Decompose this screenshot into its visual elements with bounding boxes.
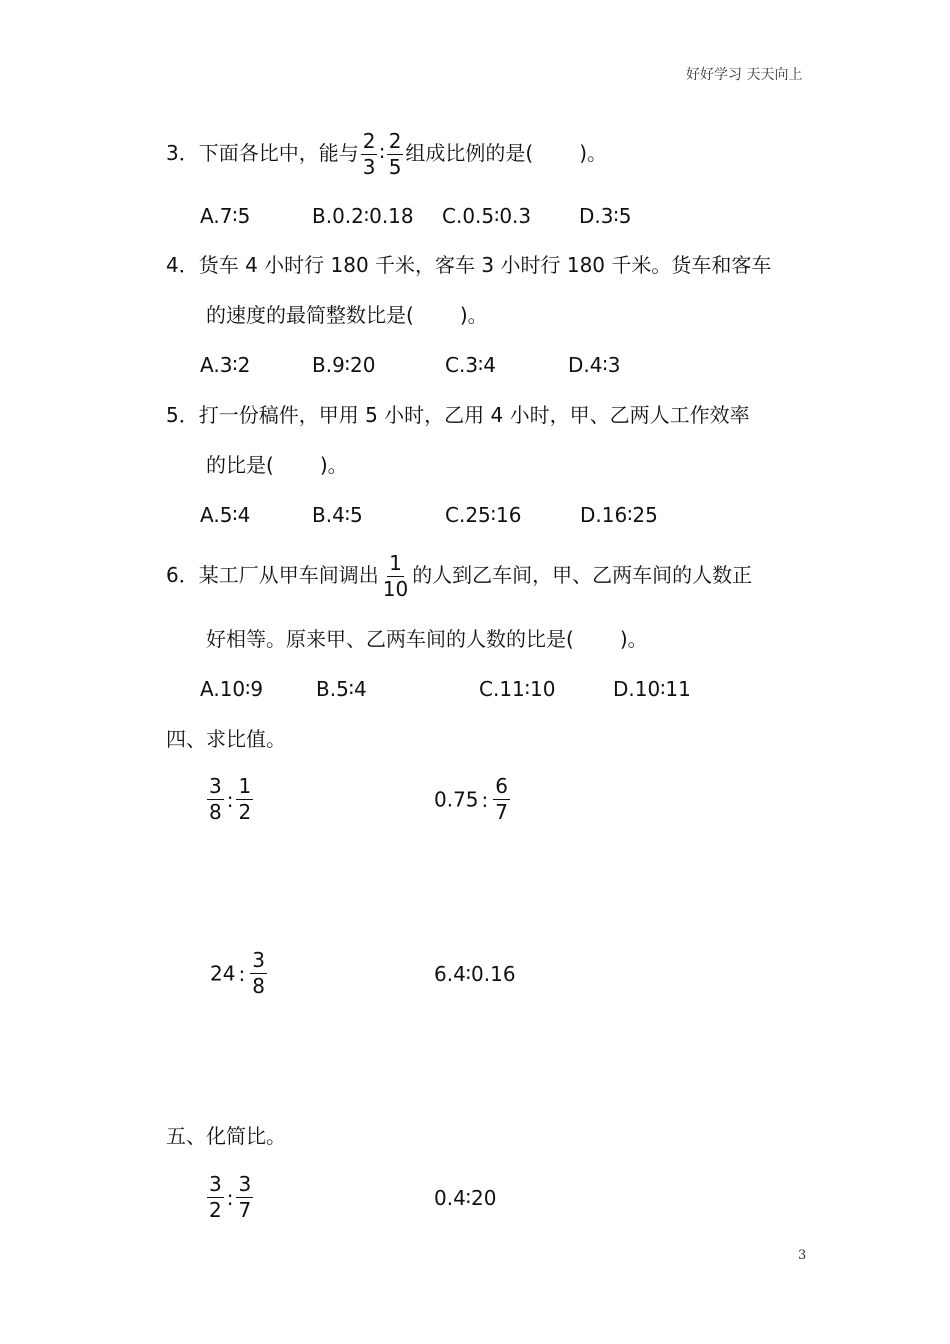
fraction bbox=[236, 776, 253, 823]
simplify-problem-2: 0.4∶20 bbox=[434, 1186, 497, 1210]
ratio-problem-2 bbox=[434, 776, 512, 823]
fraction-denominator: 5 bbox=[388, 155, 402, 179]
fraction bbox=[207, 776, 224, 823]
question-4-line-1 bbox=[166, 255, 771, 275]
option-a[interactable]: A.10∶9 bbox=[200, 677, 264, 701]
question-6-line-2 bbox=[206, 629, 648, 649]
question-6-line-1 bbox=[166, 553, 752, 600]
question-number: 3． bbox=[166, 141, 199, 165]
question-3 bbox=[166, 131, 607, 178]
question-text: 组成比例的是( bbox=[405, 141, 534, 165]
fraction bbox=[236, 1174, 253, 1221]
fraction-denominator: 10 bbox=[382, 577, 409, 601]
question-text: 货车 4 小时行 180 千米，客车 3 小时行 180 千米。货车和客车 bbox=[198, 253, 772, 277]
question-text: 的人到乙车间，甲、乙两车间的人数正 bbox=[412, 563, 753, 587]
option-c[interactable]: C.3∶4 bbox=[445, 353, 496, 377]
fraction-denominator: 2 bbox=[209, 1198, 222, 1222]
fraction-denominator: 3 bbox=[362, 155, 376, 179]
q5-options bbox=[200, 505, 658, 525]
option-d[interactable]: D.10∶11 bbox=[613, 677, 691, 701]
question-text: 某工厂从甲车间调出 bbox=[198, 563, 379, 587]
question-5-line-1 bbox=[166, 405, 750, 425]
fraction-denominator: 7 bbox=[238, 1198, 252, 1222]
question-text-end: )。 bbox=[319, 453, 348, 477]
question-text-end: )。 bbox=[579, 141, 608, 165]
fraction bbox=[387, 131, 404, 178]
q6-options bbox=[200, 679, 691, 699]
option-d[interactable]: D.3∶5 bbox=[579, 204, 632, 228]
question-text: 下面各比中，能与 bbox=[198, 141, 359, 165]
fraction-denominator: 2 bbox=[238, 800, 252, 824]
ratio-colon: : bbox=[481, 787, 489, 812]
option-b[interactable]: B.0.2∶0.18 bbox=[312, 204, 414, 228]
fraction-numerator: 2 bbox=[362, 129, 376, 153]
question-text-end: )。 bbox=[619, 627, 648, 651]
ratio-left: 24 bbox=[210, 961, 236, 986]
fraction-numerator: 1 bbox=[238, 774, 252, 798]
fraction-denominator: 7 bbox=[495, 800, 509, 824]
ratio-colon: : bbox=[226, 787, 234, 812]
question-text: 打一份稿件，甲用 5 小时，乙用 4 小时，甲、乙两人工作效率 bbox=[198, 403, 750, 427]
fraction-numerator: 3 bbox=[209, 774, 222, 798]
section-5-title: 五、化简比。 bbox=[166, 1124, 286, 1148]
question-text: 好相等。原来甲、乙两车间的人数的比是( bbox=[206, 627, 574, 651]
option-c[interactable]: C.11∶10 bbox=[479, 677, 556, 701]
fraction-denominator: 8 bbox=[209, 800, 222, 824]
ratio-left: 0.75 bbox=[434, 787, 479, 812]
question-number: 4． bbox=[166, 253, 199, 277]
option-b[interactable]: B.9∶20 bbox=[312, 353, 376, 377]
option-a[interactable]: A.3∶2 bbox=[200, 353, 251, 377]
option-c[interactable]: C.0.5∶0.3 bbox=[442, 204, 532, 228]
fraction-numerator: 3 bbox=[209, 1172, 222, 1196]
page-header: 好好学习 天天向上 bbox=[686, 67, 803, 83]
fraction bbox=[207, 1174, 224, 1221]
section-4-title: 四、求比值。 bbox=[166, 727, 286, 751]
question-5-line-2 bbox=[206, 455, 348, 475]
fraction-numerator: 3 bbox=[238, 1172, 252, 1196]
ratio-colon: : bbox=[226, 1185, 234, 1210]
fraction-numerator: 6 bbox=[495, 774, 509, 798]
ratio-problem-4: 6.4∶0.16 bbox=[434, 962, 516, 986]
fraction bbox=[250, 950, 267, 997]
q4-options bbox=[200, 355, 620, 375]
question-text: 的速度的最简整数比是( bbox=[206, 303, 414, 327]
ratio-problem-1 bbox=[205, 776, 255, 823]
question-text: 的比是( bbox=[206, 453, 274, 477]
option-b[interactable]: B.5∶4 bbox=[316, 677, 367, 701]
question-number: 5． bbox=[166, 403, 199, 427]
ratio-colon: : bbox=[238, 961, 246, 986]
q3-options bbox=[200, 206, 631, 226]
question-4-line-2 bbox=[206, 305, 488, 325]
fraction-numerator: 1 bbox=[389, 551, 402, 575]
fraction bbox=[381, 553, 410, 600]
question-text-end: )。 bbox=[459, 303, 488, 327]
question-number: 6． bbox=[166, 563, 199, 587]
ratio-colon: ∶ bbox=[379, 141, 385, 165]
option-d[interactable]: D.4∶3 bbox=[568, 353, 621, 377]
option-c[interactable]: C.25∶16 bbox=[445, 503, 522, 527]
option-a[interactable]: A.7∶5 bbox=[200, 204, 251, 228]
fraction-numerator: 2 bbox=[388, 129, 402, 153]
option-a[interactable]: A.5∶4 bbox=[200, 503, 251, 527]
fraction-denominator: 8 bbox=[252, 974, 265, 998]
option-b[interactable]: B.4∶5 bbox=[312, 503, 363, 527]
ratio-problem-3 bbox=[210, 950, 269, 997]
fraction bbox=[361, 131, 378, 178]
option-d[interactable]: D.16∶25 bbox=[580, 503, 658, 527]
simplify-problem-1 bbox=[205, 1174, 255, 1221]
page-number: 3 bbox=[798, 1248, 807, 1263]
fraction bbox=[493, 776, 510, 823]
fraction-numerator: 3 bbox=[252, 948, 265, 972]
